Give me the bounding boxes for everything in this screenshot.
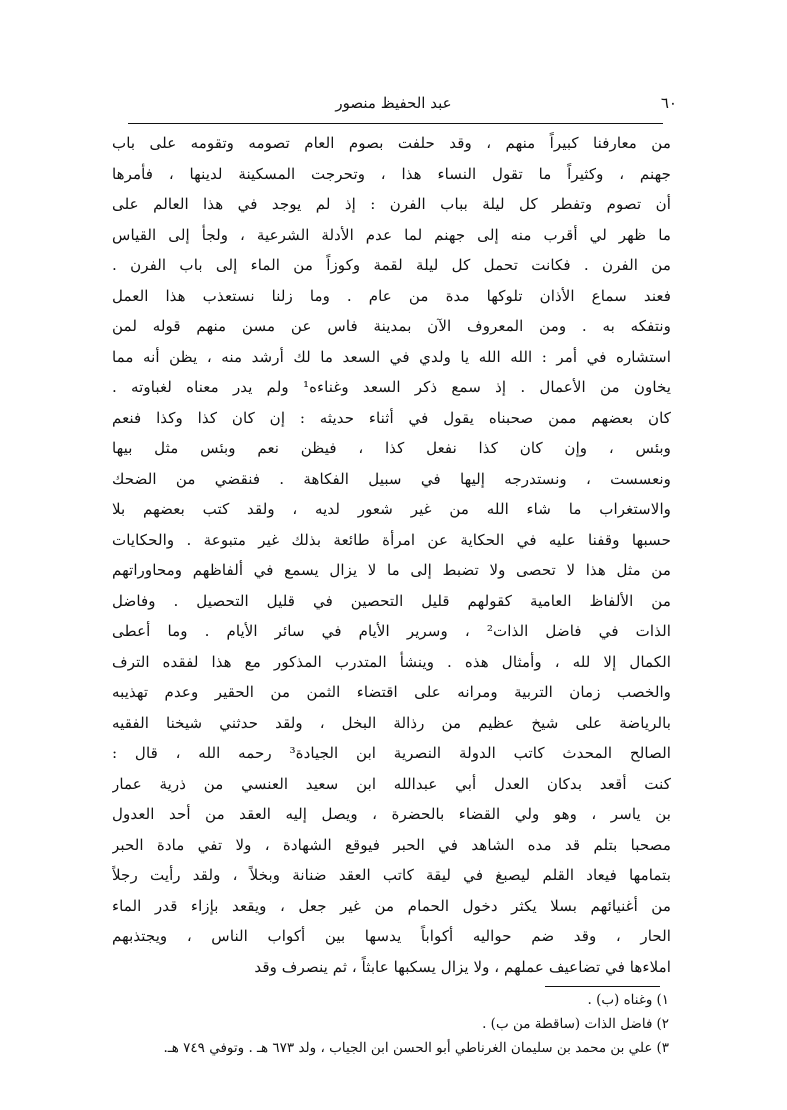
text-line: الذات في فاضل الذات² ، وسرير الأيام في سائر الأيام . وما أعطى [112, 622, 671, 640]
footnote [100, 1012, 669, 1036]
text-line: ونعسست ، ونستدرجه إليها في سبيل الفكاهة . فنقضي من الضحك [112, 469, 671, 488]
text-line: حسبها وقفنا عليه في الحكاية عن امرأة طائعة بذلك غير متبوعة . والحكايات [112, 530, 671, 549]
text-line: استشاره في أمر : الله الله يا ولدي في السعد ما لك أرشد منه ، يظن أنه مما [112, 347, 671, 366]
footnote-text: علي بن محمد بن سليمان الغرناطي أبو الحسن ابن الجياب ، ولد ٦٧٣ هـ . وتوفي ٧٤٩ هـ. [163, 1040, 653, 1056]
text-line: من أغنيائهم بسلا يكثر دخول الحمام من غير جعل ، ويقعد بإزاء قدر الماء [112, 896, 671, 915]
text-line: من مثل هذا لا تحصى ولا تضبط إلى ما لا يزال يسمع في ألفاظهم ومحاوراتهم [112, 561, 671, 579]
text-line: ونتفكه به . ومن المعروف الآن بمدينة فاس عن مسن منهم قوله لمن [112, 317, 671, 335]
text-line: والخصب زمان التربية ومرانه على اقتضاء الثمن من الحقير وعدم تهذيبه [112, 683, 671, 701]
footnote-number: ١) [656, 992, 669, 1008]
text-line: املاءها في تضاعيف عملهم ، ولا يزال يسكبها عابثاً ، ثم ينصرف وقد [254, 957, 671, 976]
running-title: عبد الحفيظ منصور [335, 94, 452, 112]
text-line: والاستغراب ما شاء الله من غير شعور لديه ، ولقد كتب بعضهم بلا [112, 500, 671, 518]
text-line: وبئس ، وإن كان كذا نفعل كذا ، فيظن نعم وبئس مثل بيها [112, 439, 671, 457]
text-line: بالرياضة على شيخ عظيم من رذالة البخل ، ولقد حدثني شيخنا الفقيه [112, 713, 671, 732]
text-line: الحار ، وقد ضم حواليه أكواباً يدسها بين أكواب الناس ، ويجتذبهم [112, 927, 671, 945]
footnote-text: فاضل الذات (ساقطة من ب) . [482, 1016, 653, 1032]
text-line: كنت أقعد بدكان العدل أبي عبدالله ابن سعيد العنسي من ذرية عمار [112, 774, 671, 793]
text-line: من معارفنا كبيراً منهم ، وقد حلفت بصوم العام تصومه وتقومه على باب [112, 134, 671, 152]
text-line: جهنم ، وكثيراً ما تقول النساء هذا ، وتحرجت المسكينة لدينها ، فأمرها [112, 164, 671, 183]
text-line: أن تصوم وتفطر كل ليلة بباب الفرن : إذ لم يوجد في هذا العالم على [112, 195, 671, 213]
footnote [100, 1036, 669, 1060]
footnote [100, 988, 669, 1012]
text-line: مصحبا بتلم قد مده الشاهد في الحبر فيوقع الشهادة ، ولا تفي مادة الحبر [112, 835, 671, 854]
footnote-text: وغناه (ب) . [587, 992, 653, 1008]
header-rule [128, 123, 663, 124]
footnotes [100, 988, 669, 1060]
text-line: ما ظهر لي أقرب منه إلى جهنم لما عدم الأدلة الشرعية ، ولجأ إلى القياس [112, 225, 671, 244]
text-line: الصالح المحدث كاتب الدولة النصرية ابن الجيادة³ رحمه الله ، قال : [112, 744, 671, 762]
text-line: بن ياسر ، وهو ولي القضاء بالحضرة ، ويصل إليه العقد من أحد العدول [112, 805, 671, 823]
body-text [112, 128, 671, 982]
text-line: من الألفاظ العامية كقولهم قليل التحصين في قليل التحصيل . وفاضل [112, 591, 671, 610]
text-line: كان بعضهم ممن صحبناه يقول في أثناء حديثه : إن كان كذا وكذا فنعم [112, 408, 671, 427]
footnote-number: ٣) [656, 1040, 669, 1056]
footnote-number: ٢) [656, 1016, 669, 1032]
text-line: بتمامها فيعاد القلم ليصبغ في ليقة كاتب العقد ضنانة وبخلاً ، ولقد رأيت رجلاً [112, 866, 671, 884]
text-line: من الفرن . فكانت تحمل كل ليلة لقمة وكوزاً من الماء إلى باب الفرن . [112, 256, 671, 274]
page-number: ٦٠ [660, 94, 677, 112]
text-line: فعند سماع الأذان تلوكها مدة من عام . وما زلنا نستعذب هذا العمل [112, 286, 671, 305]
text-line: الكمال إلا لله ، وأمثال هذه . وينشأ المتدرب المذكور مع هذا لفقده الترف [112, 652, 671, 671]
footnote-separator [545, 986, 660, 987]
text-line: يخاون من الأعمال . إذ سمع ذكر السعد وغناءه¹ ولم يدر معناه لغباوته . [112, 378, 671, 396]
page-header [110, 88, 677, 118]
